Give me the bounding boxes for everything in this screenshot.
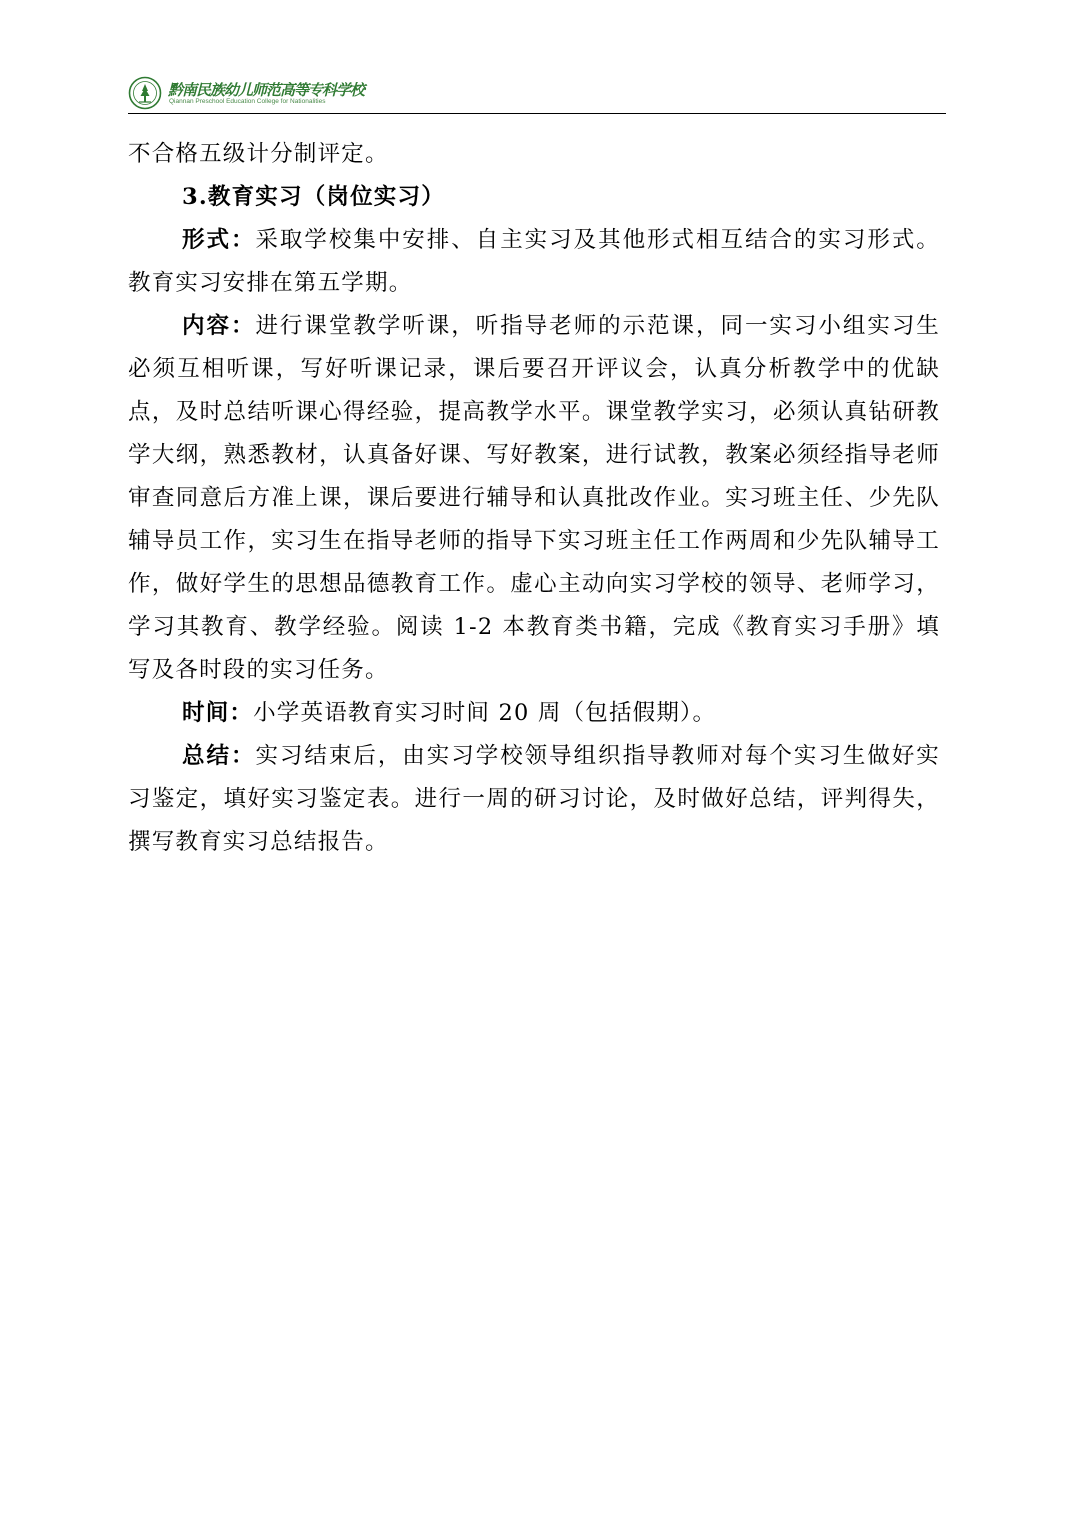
paragraph-summary [128, 735, 940, 864]
time-label: 时间： [182, 700, 254, 726]
summary-label: 总结： [182, 743, 256, 769]
continuation-text: 不合格五级计分制评定。 [128, 141, 389, 167]
paragraph-time [128, 692, 940, 735]
content-label: 内容： [182, 313, 256, 339]
college-logo-text [168, 79, 398, 109]
section-heading: 3.教育实习（岗位实习） [182, 184, 445, 210]
college-name-cn: 黔南民族幼儿师范高等专科学校 [168, 81, 365, 99]
content-text: 进行课堂教学听课，听指导老师的示范课，同一实习小组实习生必须互相听课，写好听课记录，课后要召开评议会，认真分析教学中的优缺点，及时总结听课心得经验，提高教学水平。课堂教学实习，必须认真钻研教学大纲，熟悉教材，认真备好课、写好教案，进行试教，教案必须经指导老师审查同意后方准上课，课后要进行辅导和认真批改作业。实习班主任、少先队辅导员工作，实习生在指导老师的指导下实习班主任工作两周和少先队辅导工作，做好学生的思想品德教育工作。虚心主动向实习学校的领导、老师学习，学习其教育、教学经验。阅读 1-2 本教育类书籍，完成《教育实习手册》填写及各时段的实习任务。 [128, 313, 940, 683]
paragraph-form [128, 219, 940, 305]
paragraph-content [128, 305, 940, 692]
paragraph-continuation [128, 133, 940, 176]
document-body [128, 133, 940, 864]
form-text: 采取学校集中安排、自主实习及其他形式相互结合的实习形式。教育实习安排在第五学期。 [128, 227, 940, 296]
page-header [128, 74, 946, 114]
time-text: 小学英语教育实习时间 20 周（包括假期）。 [253, 700, 717, 726]
form-label: 形式： [182, 227, 256, 253]
college-name-en: Qiannan Preschool Education College for Nationalities [169, 98, 326, 105]
summary-text: 实习结束后，由实习学校领导组织指导教师对每个实习生做好实习鉴定，填好实习鉴定表。进行一周的研习讨论，及时做好总结，评判得失，撰写教育实习总结报告。 [128, 743, 940, 855]
header-divider [128, 113, 946, 114]
college-seal-icon [128, 76, 162, 110]
